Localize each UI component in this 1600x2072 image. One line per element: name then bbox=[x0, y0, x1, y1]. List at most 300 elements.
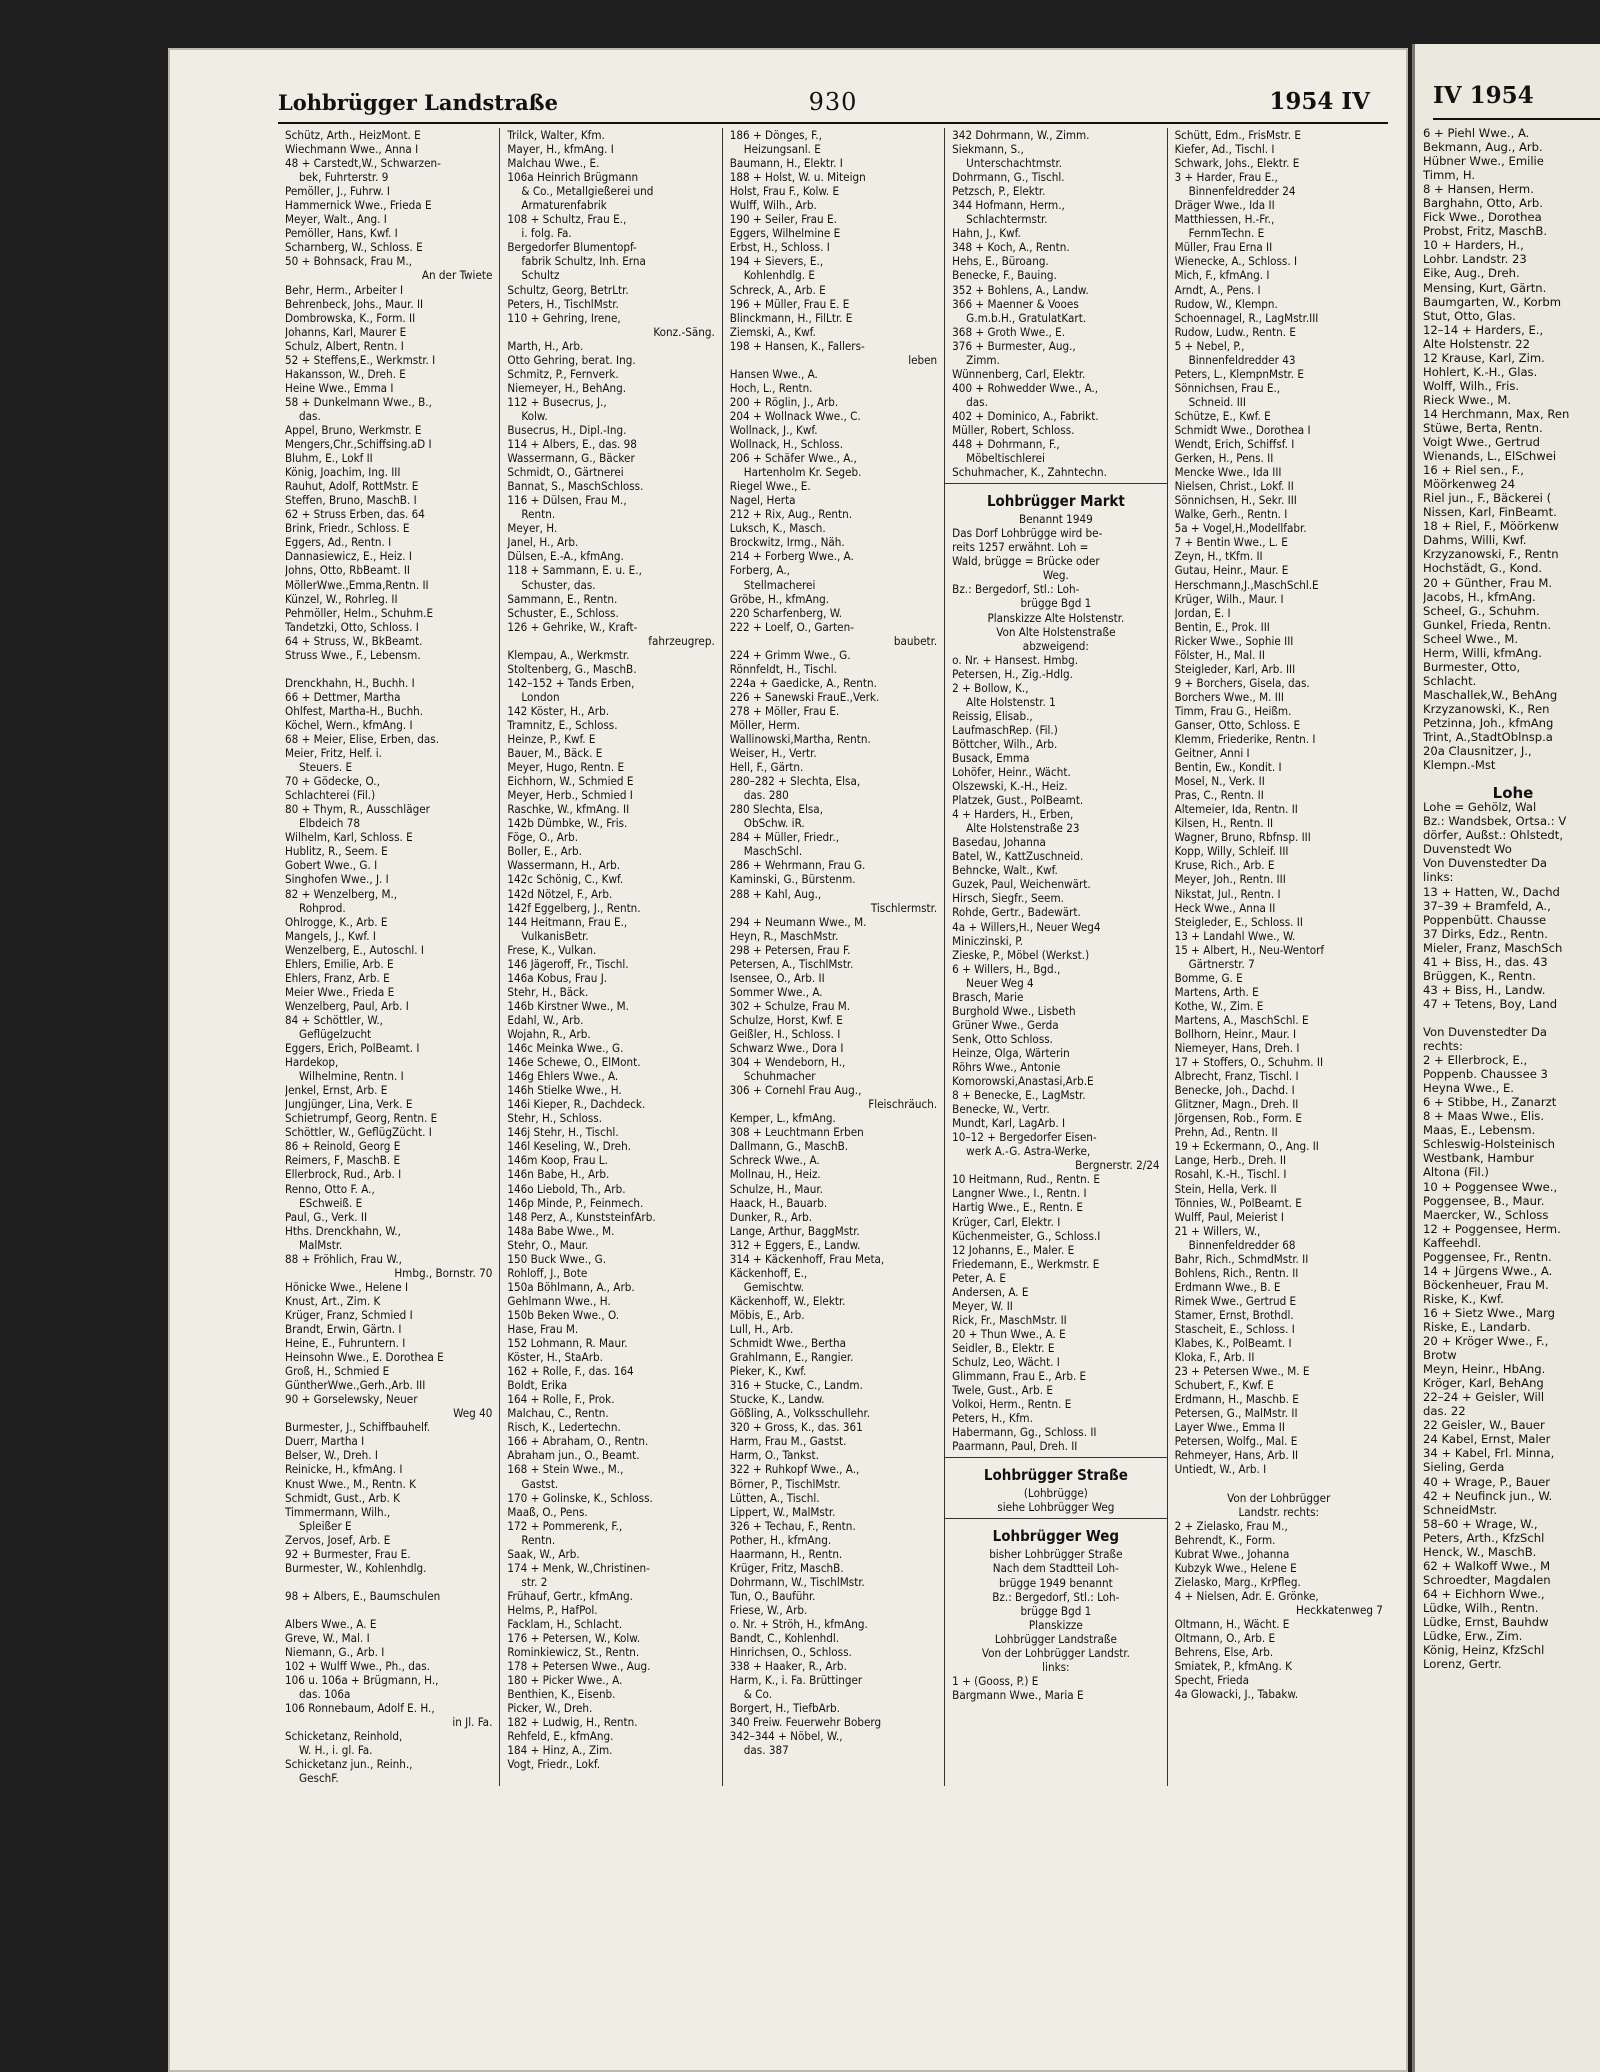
directory-entry: Schreck Wwe., A. bbox=[729, 1153, 820, 1168]
directory-entry: Ganser, Otto, Schloss. E bbox=[1174, 717, 1301, 732]
directory-entry: 13 + Hatten, W., Dachd bbox=[1423, 884, 1560, 899]
directory-entry: 314 + Käckenhoff, Frau Meta, bbox=[729, 1251, 885, 1266]
directory-entry: 146o Liebold, Th., Arb. bbox=[507, 1181, 626, 1196]
directory-entry: Rauhut, Adolf, RottMstr. E bbox=[285, 479, 419, 494]
directory-entry: Friedemann, E., Werkmstr. E bbox=[952, 1256, 1100, 1271]
directory-entry: Struss Wwe., F., Lebensm. bbox=[285, 647, 421, 662]
directory-entry: Miniczinski, P. bbox=[952, 933, 1024, 948]
directory-entry: Sönnichsen, H., Sekr. III bbox=[1174, 493, 1297, 508]
directory-entry: Lohbrügger Landstraße bbox=[994, 1631, 1117, 1646]
directory-entry: Heinze, Olga, Wärterin bbox=[952, 1045, 1070, 1060]
directory-entry: Altona (Fil.) bbox=[1423, 1165, 1489, 1180]
directory-entry: 142b Dümbke, W., Fris. bbox=[507, 816, 628, 831]
directory-entry: Schietrumpf, Georg, Rentn. E bbox=[285, 1111, 438, 1126]
directory-entry: 10 Heitmann, Rud., Rentn. E bbox=[952, 1172, 1100, 1187]
section-divider bbox=[945, 483, 1166, 484]
directory-entry: Krüger, Fritz, MaschB. bbox=[729, 1560, 844, 1575]
directory-entry: Gunkel, Frieda, Rentn. bbox=[1423, 617, 1552, 632]
directory-entry: Möbis, E., Arb. bbox=[729, 1307, 805, 1322]
directory-entry: brügge 1949 benannt bbox=[999, 1575, 1113, 1590]
directory-entry: Peters, H., Kfm. bbox=[952, 1411, 1033, 1426]
directory-entry: 312 + Eggers, E., Landw. bbox=[729, 1237, 861, 1252]
directory-entry: MaschSchl. bbox=[743, 844, 803, 859]
directory-entry: Holst, Frau F., Kolw. E bbox=[729, 184, 840, 199]
directory-entry: Alte Holstenstr. 1 bbox=[966, 694, 1056, 709]
directory-entry: 172 + Pommerenk, F., bbox=[507, 1518, 623, 1533]
directory-page bbox=[168, 48, 1408, 2072]
directory-entry: Alte Holstenstr. 22 bbox=[1423, 336, 1531, 351]
directory-entry: Friese, W., Arb. bbox=[729, 1602, 808, 1617]
directory-entry: Hammernick Wwe., Frieda E bbox=[285, 198, 432, 213]
directory-entry: Wollnack, H., Schloss. bbox=[729, 437, 844, 452]
directory-entry: 82 + Wenzelberg, M., bbox=[285, 886, 398, 901]
directory-entry: Gemischtw. bbox=[743, 1279, 804, 1294]
directory-entry: Layer Wwe., Emma II bbox=[1174, 1420, 1285, 1435]
directory-entry: leben bbox=[908, 352, 938, 367]
directory-entry: Nissen, Karl, FinBeamt. bbox=[1423, 505, 1557, 520]
directory-entry: 204 + Wollnack Wwe., C. bbox=[729, 408, 861, 423]
directory-entry: 62 + Walkoff Wwe., M bbox=[1423, 1558, 1551, 1573]
directory-entry: Hehs, E., Büroang. bbox=[952, 254, 1049, 269]
directory-entry: Oltmann, O., Arb. E bbox=[1174, 1631, 1276, 1646]
directory-entry: Mollnau, H., Heiz. bbox=[729, 1167, 821, 1182]
directory-entry: 188 + Holst, W. u. Miteign bbox=[729, 170, 866, 185]
directory-entry: 24 Kabel, Ernst, Maler bbox=[1423, 1432, 1551, 1447]
directory-entry: Weg 40 bbox=[453, 1406, 493, 1421]
directory-entry: 146e Schewe, O., ElMont. bbox=[507, 1055, 641, 1070]
page-header bbox=[278, 82, 1388, 124]
directory-entry: Schlacht. bbox=[1423, 673, 1477, 688]
directory-entry: 212 + Rix, Aug., Rentn. bbox=[729, 507, 853, 522]
directory-entry: Bollhorn, Heinr., Maur. I bbox=[1174, 1027, 1297, 1041]
directory-entry: 142c Schönig, C., Kwf. bbox=[507, 872, 624, 887]
directory-entry: 16 + Sietz Wwe., Marg bbox=[1423, 1305, 1556, 1320]
directory-entry: 12 Johanns, E., Maler. E bbox=[952, 1242, 1075, 1257]
directory-entry: Stein, Hella, Verk. II bbox=[1174, 1181, 1277, 1196]
directory-entry: 84 + Schöttler, W., bbox=[285, 1012, 383, 1027]
directory-entry: 316 + Stucke, C., Landm. bbox=[729, 1378, 863, 1393]
directory-entry: 6 + Stibbe, H., Zanarzt bbox=[1423, 1095, 1557, 1110]
directory-entry: Abraham jun., O., Beamt. bbox=[507, 1448, 640, 1463]
directory-entry: SchneidMstr. bbox=[1423, 1502, 1498, 1517]
directory-entry: 322 + Ruhkopf Wwe., A., bbox=[729, 1462, 860, 1477]
directory-entry: Schleswig-Holsteinisch bbox=[1423, 1137, 1556, 1152]
directory-entry: bek, Fuhrterstr. 9 bbox=[299, 170, 389, 185]
directory-entry: Forberg, A., bbox=[729, 563, 790, 578]
directory-entry: 4 + Nielsen, Adr. E. Grönke, bbox=[1174, 1588, 1319, 1603]
directory-entry: Schulze, H., Maur. bbox=[729, 1181, 823, 1196]
directory-entry: Lohbr. Landstr. 23 bbox=[1423, 252, 1527, 267]
directory-entry: Groß, H., Schmied E bbox=[285, 1364, 390, 1379]
directory-entry: Jordan, E. I bbox=[1174, 605, 1231, 620]
directory-entry: 22 Geisler, W., Bauer bbox=[1423, 1418, 1545, 1433]
directory-entry: Hardekop, bbox=[285, 1055, 339, 1070]
directory-entry: 178 + Petersen Wwe., Aug. bbox=[507, 1659, 651, 1674]
directory-entry: 142–152 + Tands Erben, bbox=[507, 675, 635, 690]
directory-entry: Neuer Weg 4 bbox=[966, 975, 1034, 990]
directory-entry: Boller, E., Arb. bbox=[507, 844, 582, 859]
directory-entry: Behrenbeck, Johs., Maur. II bbox=[285, 296, 424, 311]
directory-entry: 148a Babe Wwe., M. bbox=[507, 1223, 615, 1238]
directory-entry: Wenzelberg, Paul, Arb. I bbox=[285, 998, 409, 1013]
directory-entry: Rohprod. bbox=[299, 900, 346, 915]
directory-entry: 342 Dohrmann, W., Zimm. bbox=[952, 128, 1090, 142]
directory-entry: 342–344 + Nöbel, W., bbox=[729, 1729, 843, 1744]
directory-entry: Grüner Wwe., Gerda bbox=[952, 1017, 1059, 1032]
directory-entry: Kolw. bbox=[521, 408, 548, 423]
directory-entry: Geflügelzucht bbox=[299, 1027, 372, 1041]
directory-entry: Maas, E., Lebensm. bbox=[1423, 1123, 1536, 1138]
directory-entry: Untiedt, W., Arb. I bbox=[1174, 1462, 1267, 1477]
directory-entry: Scheel, G., Schuhm. bbox=[1423, 603, 1540, 618]
directory-entry: Schlachtermstr. bbox=[966, 212, 1048, 227]
directory-entry: Dräger Wwe., Ida II bbox=[1174, 198, 1275, 213]
directory-entry: Dallmann, G., MaschB. bbox=[729, 1139, 849, 1154]
directory-entry: 9 + Borchers, Gisela, das. bbox=[1174, 675, 1310, 690]
directory-entry: 2 + Ellerbrock, E., bbox=[1423, 1053, 1528, 1068]
directory-entry: Tandetzki, Otto, Schloss. I bbox=[285, 619, 419, 634]
directory-entry: Hansen Wwe., A. bbox=[729, 366, 818, 381]
column-5 bbox=[1168, 128, 1390, 1786]
directory-entry: Specht, Frieda bbox=[1174, 1673, 1250, 1688]
directory-entry: 146a Kobus, Frau J. bbox=[507, 970, 608, 985]
directory-entry: 222 + Loelf, O., Garten- bbox=[729, 619, 854, 634]
directory-entry: Kothe, W., Zim. E bbox=[1174, 998, 1264, 1013]
directory-entry: Johanns, Karl, Maurer E bbox=[285, 324, 407, 339]
directory-entry: 198 + Hansen, K., Fallers- bbox=[729, 338, 865, 353]
directory-entry: Paul, G., Verk. II bbox=[285, 1209, 368, 1224]
directory-entry: links: bbox=[1423, 870, 1454, 885]
directory-entry: 146 Jägeroff, Fr., Tischl. bbox=[507, 956, 629, 971]
directory-entry: Möörkenweg 24 bbox=[1423, 477, 1516, 492]
directory-entry: 106a Heinrich Brügmann bbox=[507, 170, 639, 185]
directory-entry: Von Duvenstedter Da bbox=[1423, 856, 1548, 871]
directory-entry: MöllerWwe.,Emma,Rentn. II bbox=[285, 577, 429, 592]
directory-entry: Stellmacherei bbox=[743, 577, 816, 592]
directory-entry: Timm, H. bbox=[1423, 168, 1476, 183]
directory-entry: Petersen, H., Zig.-Hdlg. bbox=[952, 666, 1073, 681]
directory-entry: Trint, A.,StadtOblnsp.a bbox=[1423, 730, 1553, 745]
directory-entry: 184 + Hinz, A., Zim. bbox=[507, 1743, 613, 1758]
directory-entry: Pemöller, Hans, Kwf. I bbox=[285, 226, 398, 241]
directory-entry: Schroedter, Magdalen bbox=[1423, 1572, 1551, 1587]
directory-entry: Heckkatenweg 7 bbox=[1296, 1602, 1383, 1617]
directory-entry: Sieling, Gerda bbox=[1423, 1460, 1505, 1475]
directory-entry: Luksch, K., Masch. bbox=[729, 521, 826, 536]
directory-entry: Rudow, Ludw., Rentn. E bbox=[1174, 324, 1296, 339]
directory-entry: Helms, P., HafPol. bbox=[507, 1602, 598, 1617]
column-4 bbox=[945, 128, 1167, 1786]
directory-entry: 12–14 + Harders, E., bbox=[1423, 322, 1544, 337]
directory-entry: in Jl. Fa. bbox=[452, 1715, 493, 1730]
directory-entry: Baumgarten, W., Korbm bbox=[1423, 294, 1562, 309]
directory-entry: Ehlers, Franz, Arb. E bbox=[285, 970, 390, 985]
directory-entry: Saak, W., Arb. bbox=[507, 1546, 580, 1561]
directory-entry: 338 + Haaker, R., Arb. bbox=[729, 1659, 847, 1674]
directory-entry: Timm, Frau G., Heißm. bbox=[1174, 703, 1292, 718]
directory-entry: Arndt, A., Pens. I bbox=[1174, 282, 1261, 297]
directory-entry: Rimek Wwe., Gertrud E bbox=[1174, 1293, 1297, 1308]
directory-entry: 174 + Menk, W.,Christinen- bbox=[507, 1560, 650, 1575]
directory-entry: Mensing, Kurt, Gärtn. bbox=[1423, 280, 1547, 295]
directory-entry: Kemper, L., kfmAng. bbox=[729, 1111, 836, 1126]
directory-entry: Glitzner, Magn., Dreh. II bbox=[1174, 1097, 1299, 1112]
directory-entry: 170 + Golinske, K., Schloss. bbox=[507, 1490, 653, 1505]
directory-entry: ESchweiß. E bbox=[299, 1195, 363, 1210]
directory-entry: Petzsch, P., Elektr. bbox=[952, 184, 1046, 199]
directory-entry: Rominkiewicz, St., Rentn. bbox=[507, 1645, 640, 1660]
directory-entry: 3 + Harder, Frau E., bbox=[1174, 170, 1278, 185]
directory-entry: Harm, O., Tankst. bbox=[729, 1448, 819, 1463]
directory-entry: G.m.b.H., GratulatKart. bbox=[966, 310, 1087, 325]
directory-entry: Barghahn, Otto, Arb. bbox=[1423, 196, 1543, 211]
directory-entry: MalMstr. bbox=[299, 1237, 343, 1252]
directory-entry: Reinicke, H., kfmAng. I bbox=[285, 1462, 403, 1477]
directory-entry: 340 Freiw. Feuerwehr Boberg bbox=[729, 1715, 882, 1730]
directory-entry: Bohlens, Rich., Rentn. II bbox=[1174, 1265, 1299, 1280]
directory-entry: Wulff, Paul, Meierist I bbox=[1174, 1209, 1284, 1224]
directory-entry: 302 + Schulze, Frau M. bbox=[729, 998, 851, 1013]
directory-entry: 116 + Dülsen, Frau M., bbox=[507, 493, 627, 508]
directory-entry: GüntherWwe.,Gerh.,Arb. III bbox=[285, 1378, 426, 1393]
directory-entry: 142 Köster, H., Arb. bbox=[507, 703, 610, 718]
directory-entry: Benecke, Joh., Dachd. I bbox=[1174, 1083, 1295, 1098]
directory-entry: Janel, H., Arb. bbox=[507, 535, 579, 550]
directory-entry: Meyer, W. II bbox=[952, 1298, 1013, 1313]
directory-entry: Hakansson, W., Dreh. E bbox=[285, 366, 406, 381]
column-1 bbox=[278, 128, 500, 1786]
directory-entry: Raschke, W., kfmAng. II bbox=[507, 802, 630, 817]
directory-entry: 12 + Poggensee, Herm. bbox=[1423, 1221, 1561, 1236]
directory-entry: Burmester, W., Kohlenhdlg. bbox=[285, 1560, 427, 1575]
directory-entry: Schuhmacher bbox=[743, 1069, 816, 1084]
directory-entry: Lüdke, Erw., Zim. bbox=[1423, 1629, 1523, 1644]
directory-entry: 20 + Thun Wwe., A. E bbox=[952, 1326, 1066, 1341]
next-page-header: IV 1954 bbox=[1433, 82, 1600, 120]
directory-entry: 298 + Petersen, Frau F. bbox=[729, 942, 851, 957]
directory-entry: Weg. bbox=[1042, 568, 1069, 583]
directory-entry: 20 + Günther, Frau M. bbox=[1423, 575, 1553, 590]
directory-entry: Malchau Wwe., E. bbox=[507, 156, 600, 171]
directory-entry: Konz.-Säng. bbox=[653, 324, 715, 339]
directory-entry: Mich, F., kfmAng. I bbox=[1174, 268, 1270, 283]
directory-entry: Jungjünger, Lina, Verk. E bbox=[285, 1097, 413, 1112]
directory-entry: brügge Bgd 1 bbox=[1020, 1603, 1092, 1618]
directory-entry: Harm, Frau M., Gastst. bbox=[729, 1434, 847, 1449]
directory-entry: Erbst, H., Schloss. I bbox=[729, 240, 830, 255]
directory-entry: König, Joachim, Ing. III bbox=[285, 465, 401, 480]
directory-entry: Volkoi, Herm., Rentn. E bbox=[952, 1397, 1072, 1412]
directory-entry: Das Dorf Lohbrügge wird be- bbox=[952, 526, 1103, 541]
directory-entry: Bargmann Wwe., Maria E bbox=[952, 1687, 1084, 1702]
directory-entry: Nielsen, Christ., Lokf. II bbox=[1174, 479, 1294, 494]
directory-entry: 14 Herchmann, Max, Ren bbox=[1423, 406, 1570, 421]
directory-entry: Gutau, Heinr., Maur. E bbox=[1174, 563, 1289, 578]
directory-entry: Basedau, Johanna bbox=[952, 835, 1046, 850]
directory-entry: Meyn, Heinr., HbAng. bbox=[1423, 1362, 1546, 1377]
directory-entry: Niemann, G., Arb. I bbox=[285, 1645, 385, 1660]
directory-entry: Martens, A., MaschSchl. E bbox=[1174, 1012, 1309, 1027]
directory-entry: 80 + Thym, R., Ausschläger bbox=[285, 802, 430, 817]
directory-entry: Tun, O., Bauführ. bbox=[729, 1588, 816, 1603]
directory-entry: Tönnies, W., PolBeamt. E bbox=[1174, 1195, 1302, 1210]
directory-entry: Jacobs, H., kfmAng. bbox=[1423, 589, 1536, 604]
directory-entry: Zielasko, Marg., KrPfleg. bbox=[1174, 1574, 1301, 1589]
directory-entry: Stoltenberg, G., MaschB. bbox=[507, 661, 637, 676]
directory-entry: Meyer, Herb., Schmied I bbox=[507, 788, 633, 803]
directory-entry: 150b Beken Wwe., O. bbox=[507, 1307, 620, 1322]
directory-entry: Wagner, Bruno, Rbfnsp. III bbox=[1174, 830, 1311, 845]
directory-entry: Poggensee, Fr., Rentn. bbox=[1423, 1249, 1552, 1264]
directory-entry: Schmitz, P., Fernverk. bbox=[507, 366, 619, 381]
directory-entry: Elbdeich 78 bbox=[299, 816, 360, 831]
directory-entry: 142d Nötzel, F., Arb. bbox=[507, 886, 613, 901]
directory-entry: Lange, Herb., Dreh. II bbox=[1174, 1153, 1287, 1168]
directory-entry: (Lohbrügge) bbox=[1023, 1486, 1088, 1501]
directory-entry: 21 + Willers, W., bbox=[1174, 1223, 1261, 1238]
directory-entry: 164 + Rolle, F., Prok. bbox=[507, 1392, 615, 1407]
directory-entry: Senk, Otto Schloss. bbox=[952, 1031, 1053, 1046]
directory-entry: 304 + Wendeborn, H., bbox=[729, 1055, 846, 1070]
directory-entry: Nikstat, Jul., Rentn. I bbox=[1174, 886, 1281, 901]
directory-entry: Hinrichsen, O., Schloss. bbox=[729, 1645, 852, 1660]
directory-entry: Stüwe, Berta, Rentn. bbox=[1423, 420, 1543, 435]
street-heading: Lohe bbox=[1492, 786, 1534, 801]
directory-entry: 146p Minde, P., Feinmech. bbox=[507, 1195, 644, 1210]
directory-entry: das. 387 bbox=[743, 1743, 789, 1758]
directory-entry: Lüdke, Ernst, Bauhdw bbox=[1423, 1614, 1549, 1629]
directory-entry: 162 + Rolle, F., das. 164 bbox=[507, 1364, 634, 1379]
directory-entry: Hohlert, K.-H., Glas. bbox=[1423, 364, 1538, 379]
directory-entry: 146i Kieper, R., Dachdeck. bbox=[507, 1097, 646, 1112]
year-section: 1954 IV bbox=[1269, 88, 1370, 115]
directory-entry: 6 + Piehl Wwe., A. bbox=[1423, 126, 1530, 140]
directory-entry: Maercker, W., Schloss bbox=[1423, 1207, 1549, 1222]
directory-entry: 286 + Wehrmann, Frau G. bbox=[729, 858, 866, 873]
directory-entry: Küchenmeister, G., Schloss.I bbox=[952, 1228, 1101, 1243]
directory-entry: Batel, W., KattZuschneid. bbox=[952, 849, 1084, 864]
directory-entry: Bahr, Rich., SchmdMstr. II bbox=[1174, 1251, 1309, 1266]
directory-entry: Klemm, Friederike, Rentn. I bbox=[1174, 732, 1316, 747]
directory-entry: Riegel Wwe., E. bbox=[729, 479, 811, 494]
directory-entry: Hirsch, Siegfr., Seem. bbox=[952, 891, 1064, 906]
directory-entry: Benecke, W., Vertr. bbox=[952, 1102, 1050, 1117]
directory-entry: 37–39 + Bramfeld, A., bbox=[1423, 898, 1551, 913]
directory-entry: 12 Krause, Karl, Zim. bbox=[1423, 350, 1545, 365]
directory-entry: Meyer, Joh., Rentn. III bbox=[1174, 872, 1286, 887]
directory-entry: Rudow, W., Klempn. bbox=[1174, 296, 1278, 311]
directory-entry: Risch, K., Ledertechn. bbox=[507, 1420, 621, 1435]
directory-entry: Fleischräuch. bbox=[868, 1097, 938, 1112]
directory-entry: 190 + Seiler, Frau E. bbox=[729, 212, 837, 227]
directory-entry: 37 Dirks, Edz., Rentn. bbox=[1423, 926, 1548, 941]
directory-entry: Marth, H., Arb. bbox=[507, 338, 584, 353]
street-heading: Lohbrügger Straße bbox=[983, 1466, 1128, 1485]
directory-entry: Lütten, A., Tischl. bbox=[729, 1490, 820, 1505]
directory-entry: 23 + Petersen Wwe., M. E bbox=[1174, 1364, 1310, 1379]
directory-entry: 196 + Müller, Frau E. E bbox=[729, 296, 850, 311]
directory-entry: 58–60 + Wrage, W., bbox=[1423, 1516, 1538, 1531]
directory-entry: Habermann, Gg., Schloss. II bbox=[952, 1425, 1097, 1440]
directory-entry: Pras, C., Rentn. II bbox=[1174, 788, 1264, 803]
directory-entry: Heine Wwe., Emma I bbox=[285, 380, 394, 395]
directory-entry: Facklam, H., Schlacht. bbox=[507, 1616, 623, 1631]
directory-entry: Bergedorfer Blumentopf- bbox=[507, 240, 637, 255]
directory-entry: 43 + Biss, H., Landw. bbox=[1423, 982, 1546, 997]
directory-entry: Wienands, L., ElSchwei bbox=[1423, 449, 1557, 464]
directory-entry: Bz.: Bergedorf, Stl.: Loh- bbox=[992, 1589, 1120, 1604]
section-divider bbox=[945, 1518, 1166, 1519]
directory-entry: Schmidt, O., Gärtnerei bbox=[507, 465, 624, 480]
directory-entry: Probst, Fritz, MaschB. bbox=[1423, 224, 1548, 239]
directory-entry: Kaminski, G., Bürstenm. bbox=[729, 872, 856, 887]
directory-entry: 17 + Stoffers, O., Schuhm. II bbox=[1174, 1055, 1324, 1070]
directory-entry: Schmidt, Gust., Arb. K bbox=[285, 1490, 401, 1505]
directory-entry: Ricker Wwe., Sophie III bbox=[1174, 633, 1294, 648]
directory-entry: Bekmann, Aug., Arb. bbox=[1423, 140, 1543, 155]
directory-entry: Börner, P., TischlMstr. bbox=[729, 1476, 841, 1491]
directory-entry: Zieske, P., Möbel (Werkst.) bbox=[952, 947, 1090, 962]
directory-entry: Sammann, E., Rentn. bbox=[507, 591, 618, 606]
directory-entry: Stehr, H., Schloss. bbox=[507, 1111, 603, 1126]
directory-entry: Mayer, H., kfmAng. I bbox=[507, 142, 614, 157]
directory-entry: Müller, Robert, Schloss. bbox=[952, 422, 1075, 437]
directory-entry: 448 + Dohrmann, F., bbox=[952, 437, 1060, 452]
directory-entry: Erdmann, H., Maschb. E bbox=[1174, 1392, 1299, 1407]
directory-entry: Komorowski,Anastasi,Arb.E bbox=[952, 1074, 1094, 1089]
directory-entry: Niemeyer, Hans, Dreh. I bbox=[1174, 1041, 1300, 1056]
directory-entry: Behr, Herm., Arbeiter I bbox=[285, 282, 404, 297]
directory-entry: Schmidt Wwe., Bertha bbox=[729, 1336, 846, 1351]
directory-entry: 306 + Cornehl Frau Aug., bbox=[729, 1083, 862, 1098]
directory-entry: Stascheit, E., Schloss. I bbox=[1174, 1321, 1295, 1336]
directory-entry: 62 + Struss Erben, das. 64 bbox=[285, 507, 425, 522]
directory-entry: Möller, Herm. bbox=[729, 717, 801, 732]
directory-entry: Künzel, W., Rohrleg. II bbox=[285, 591, 398, 606]
directory-entry: Klempn.-Mst bbox=[1423, 758, 1496, 773]
directory-entry: 15 + Albert, H., Neu-Wentorf bbox=[1174, 942, 1325, 957]
directory-entry: Poppenb. Chaussee 3 bbox=[1423, 1067, 1548, 1082]
directory-entry: 376 + Burmester, Aug., bbox=[952, 338, 1076, 353]
directory-entry: Rick, Fr., MaschMstr. II bbox=[952, 1312, 1067, 1327]
directory-entry: 186 + Dönges, F., bbox=[729, 128, 822, 142]
directory-entry: Bauer, M., Bäck. E bbox=[507, 746, 603, 761]
directory-entry: Hoch, L., Rentn. bbox=[729, 380, 813, 395]
directory-entry: Brockwitz, Irmg., Näh. bbox=[729, 535, 845, 550]
directory-entry: Bentin, Ew., Kondit. I bbox=[1174, 760, 1282, 775]
directory-entry: Schoennagel, R., LagMstr.III bbox=[1174, 310, 1319, 325]
directory-entry: Gößling, A., Volksschullehr. bbox=[729, 1406, 871, 1421]
directory-entry: 126 + Gehrike, W., Kraft- bbox=[507, 619, 638, 634]
directory-columns bbox=[278, 128, 1390, 1786]
directory-entry: Böttcher, Wilh., Arb. bbox=[952, 736, 1058, 751]
directory-entry: Stehr, H., Bäck. bbox=[507, 984, 589, 999]
directory-entry: Krzyzanowski, F., Rentn bbox=[1423, 547, 1559, 562]
directory-entry: 8 + Maas Wwe., Elis. bbox=[1423, 1109, 1545, 1124]
directory-entry: 150 Buck Wwe., G. bbox=[507, 1251, 607, 1266]
directory-entry: 98 + Albers, E., Baumschulen bbox=[285, 1588, 441, 1603]
directory-entry: Planskizze Alte Holstenstr. bbox=[987, 610, 1125, 625]
directory-entry: Geitner, Anni I bbox=[1174, 746, 1250, 761]
directory-entry: 146l Keseling, W., Dreh. bbox=[507, 1139, 632, 1154]
directory-entry: Benecke, F., Bauing. bbox=[952, 268, 1057, 283]
directory-entry: Meier Wwe., Frieda E bbox=[285, 984, 395, 999]
directory-entry: Platzek, Gust., PolBeamt. bbox=[952, 793, 1084, 808]
directory-entry: Peters, Arth., KfzSchl bbox=[1423, 1530, 1545, 1545]
directory-entry: 224 + Grimm Wwe., G. bbox=[729, 647, 851, 662]
directory-entry: 16 + Riel sen., F., bbox=[1423, 463, 1524, 478]
directory-entry: 224a + Gaedicke, A., Rentn. bbox=[729, 675, 877, 690]
